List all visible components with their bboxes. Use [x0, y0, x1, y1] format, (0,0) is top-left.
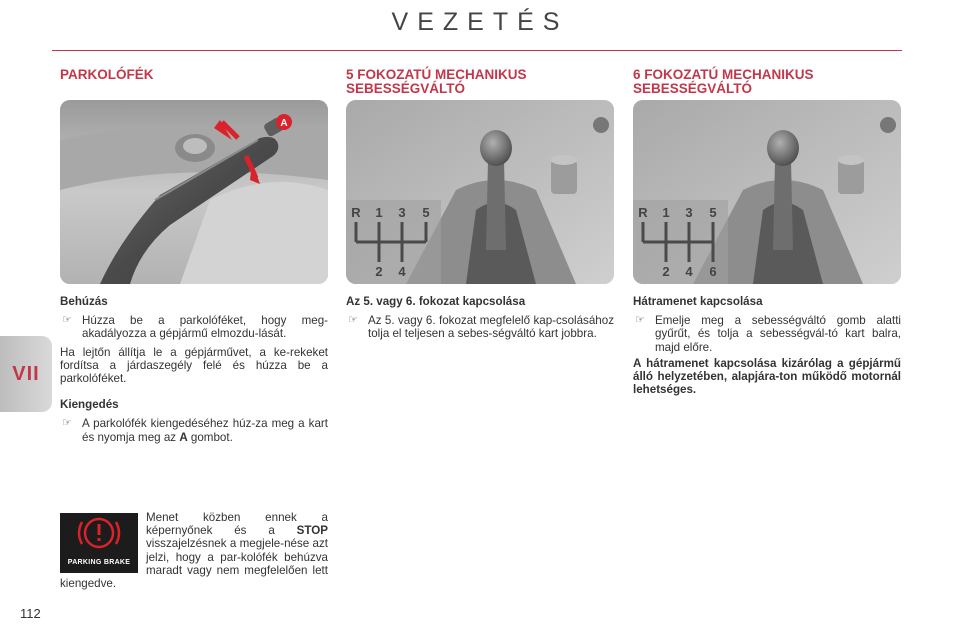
pointing-hand-icon: ☞ — [62, 314, 72, 327]
release-bullet: ☞ A parkolófék kiengedéséhez húz-za meg a kart és nyomja meg az A gombot. — [62, 417, 328, 444]
reverse-subhead: Hátramenet kapcsolása — [633, 295, 763, 308]
gearbox5-text — [346, 295, 614, 341]
parking-brake-warning-label: PARKING BRAKE — [67, 558, 131, 566]
chapter-tab — [0, 336, 52, 412]
pointing-hand-icon: ☞ — [62, 417, 72, 430]
parking-warning-text: Menet közben ennek a képernyőnek és a STOP visszajelzésnek a megjele-nése azt jelzi, hogy a par-kolófék behúzva maradt vagy nem megfelelően lett kiengedve. — [60, 511, 328, 591]
gearbox5-heading: 5 FOKOZATÚ MECHANIKUS SEBESSÉGVÁLTÓ — [346, 67, 527, 96]
gearbox6-label-top: 1 — [662, 205, 670, 220]
gearbox5-label-top: 5 — [422, 205, 430, 220]
gearbox6-column — [633, 68, 901, 98]
gearbox6-label-bottom: 4 — [685, 264, 693, 279]
page-number: 112 — [20, 606, 41, 621]
gearbox5-label-bottom: 4 — [398, 264, 406, 279]
gearbox5-label-top: 3 — [398, 205, 406, 220]
gear56-bullet: ☞ Az 5. vagy 6. fokozat megfelelő kap-csolásához tolja el teljesen a sebes-ségváltó kart jobbra. — [348, 314, 614, 341]
gearbox6-label-bottom: 6 — [709, 264, 717, 279]
slope-paragraph: Ha lejtőn állítja le a gépjárművet, a ke-rekeket fordítsa a járdaszegély felé és húzza be a parkolóféket. — [60, 345, 328, 386]
gearbox5-label-bottom: 2 — [375, 264, 383, 279]
gearbox5-label-top: 1 — [375, 205, 383, 220]
apply-subhead: Behúzás — [60, 295, 108, 308]
chapter-number: VII — [12, 362, 40, 385]
gearbox6-photo — [633, 100, 901, 284]
parking-brake-photo — [60, 100, 328, 284]
parking-brake-warning-icon — [60, 513, 138, 573]
gearbox6-label-bottom: 2 — [662, 264, 670, 279]
gearbox5-shift-pattern — [346, 202, 441, 282]
release-subhead: Kiengedés — [60, 398, 119, 412]
gear56-subhead: Az 5. vagy 6. fokozat kapcsolása — [346, 295, 526, 308]
reverse-bullet: ☞ Emelje meg a sebességváltó gomb alatti gyűrűt, és tolja a sebességvál-tó kart balra, majd előre. — [635, 314, 901, 354]
gearbox6-label-top: R — [638, 205, 648, 220]
gearbox6-heading: 6 FOKOZATÚ MECHANIKUS SEBESSÉGVÁLTÓ — [633, 67, 814, 96]
gearbox5-photo — [346, 100, 614, 284]
parking-brake-column — [60, 68, 328, 98]
button-a-label: A — [280, 118, 288, 129]
pointing-hand-icon: ☞ — [635, 314, 645, 327]
page-title: VEZETÉS — [391, 8, 569, 36]
gearbox6-label-top: 5 — [709, 205, 717, 220]
title-rule — [52, 50, 902, 51]
pointing-hand-icon: ☞ — [348, 314, 358, 327]
parking-warning-block — [60, 511, 328, 590]
apply-bullet: ☞ Húzza be a parkolóféket, hogy meg-akadályozza a gépjármű elmozdu-lását. — [62, 314, 328, 341]
reverse-note: A hátramenet kapcsolása kizárólag a gépjármű álló helyzetében, alapjára-ton működő motornál lehetséges. — [633, 356, 901, 397]
gearbox6-text — [633, 295, 901, 396]
gearbox5-label-top: R — [351, 205, 361, 220]
gearbox5-column — [346, 68, 614, 98]
gearbox6-shift-pattern — [633, 202, 728, 282]
parking-brake-heading: PARKOLÓFÉK — [60, 67, 154, 82]
parking-brake-text — [60, 295, 328, 444]
gearbox6-label-top: 3 — [685, 205, 693, 220]
